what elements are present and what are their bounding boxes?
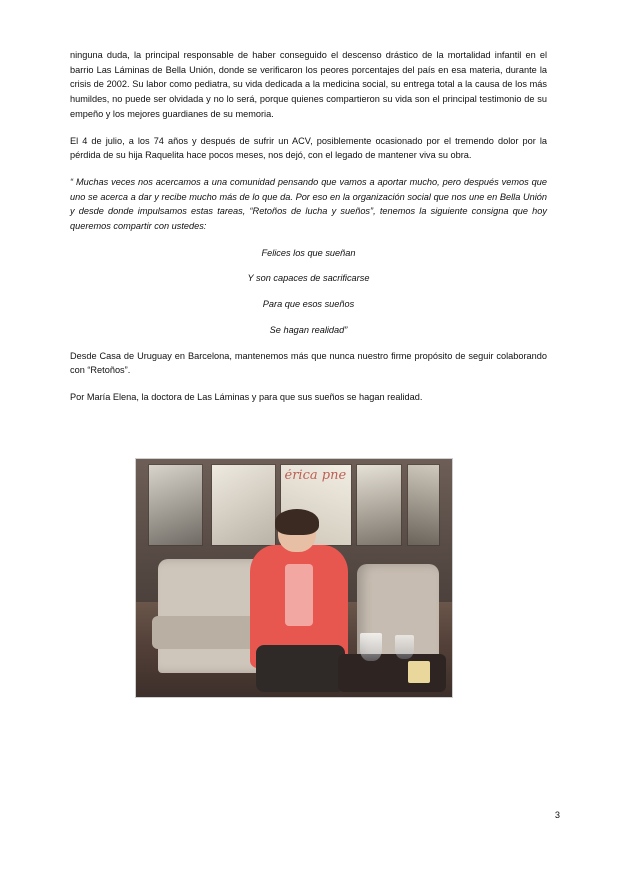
verse-line-3: Para que esos sueños [262,299,355,310]
backdrop-panel-5 [408,465,440,545]
paragraph-5: Por María Elena, la doctora de Las Láminas y para que sus sueños se hagan realidad. [70,391,423,402]
verse-line-1: Felices los que sueñan [261,247,356,258]
person-shirt [285,564,313,626]
quote-paragraph: “ Muchas veces nos acercamos a una comunidad pensando que vamos a aportar mucho, pero después vemos que uno se acerca a dar y recibe mucho más de lo que da. Por eso en la organización social que nos une en Bella Unión y desde donde impulsamos estas tareas, “Retoños de lucha y sueños”, tenemos la siguiente consigna que hoy queremos compartir con ustedes: [70,176,547,232]
candle [408,661,430,682]
paragraph-4: Desde Casa de Uruguay en Barcelona, mantenemos más que nunca nuestro firme propósito de seguir colaborando con “Retoños”. [70,350,547,376]
page-number: 3 [554,810,560,820]
paragraph-2: El 4 de julio, a los 74 años y después de sufrir un ACV, posiblemente ocasionado por el tremendo dolor por la pérdida de su hija Raquelita hace pocos meses, nos dejó, con el legado de mantener viva su obra. [70,135,547,161]
glass-1 [360,633,382,662]
verse-line-2: Y son capaces de sacrificarse [247,273,370,284]
backdrop-panel-4 [357,465,401,545]
backdrop-script-text: érica pne [284,469,347,484]
photo-image [135,458,453,698]
photo-figure [135,458,453,698]
backdrop-panel-1 [149,465,203,545]
verse-line-4: Se hagan realidad” [269,324,348,335]
document-body [70,48,547,417]
person-hair [275,509,319,535]
backdrop-panel-2 [212,465,275,545]
person-legs [256,645,344,693]
paragraph-1: ninguna duda, la principal responsable de haber conseguido el descenso drástico de la mortalidad infantil en el barrio Las Láminas de Bella Unión, donde se verificaron los peores porcentajes del país en esa materia, durante la crisis de 2002. Su labor como pediatra, su vida dedicada a la medicina social, su entrega total a la causa de los más humildes, no puede ser olvidada y no lo será, porque quienes compartieron su vida son el principal testimonio de su empeño y los mejores guardianes de su memoria. [70,50,547,119]
glass-2 [395,635,414,659]
